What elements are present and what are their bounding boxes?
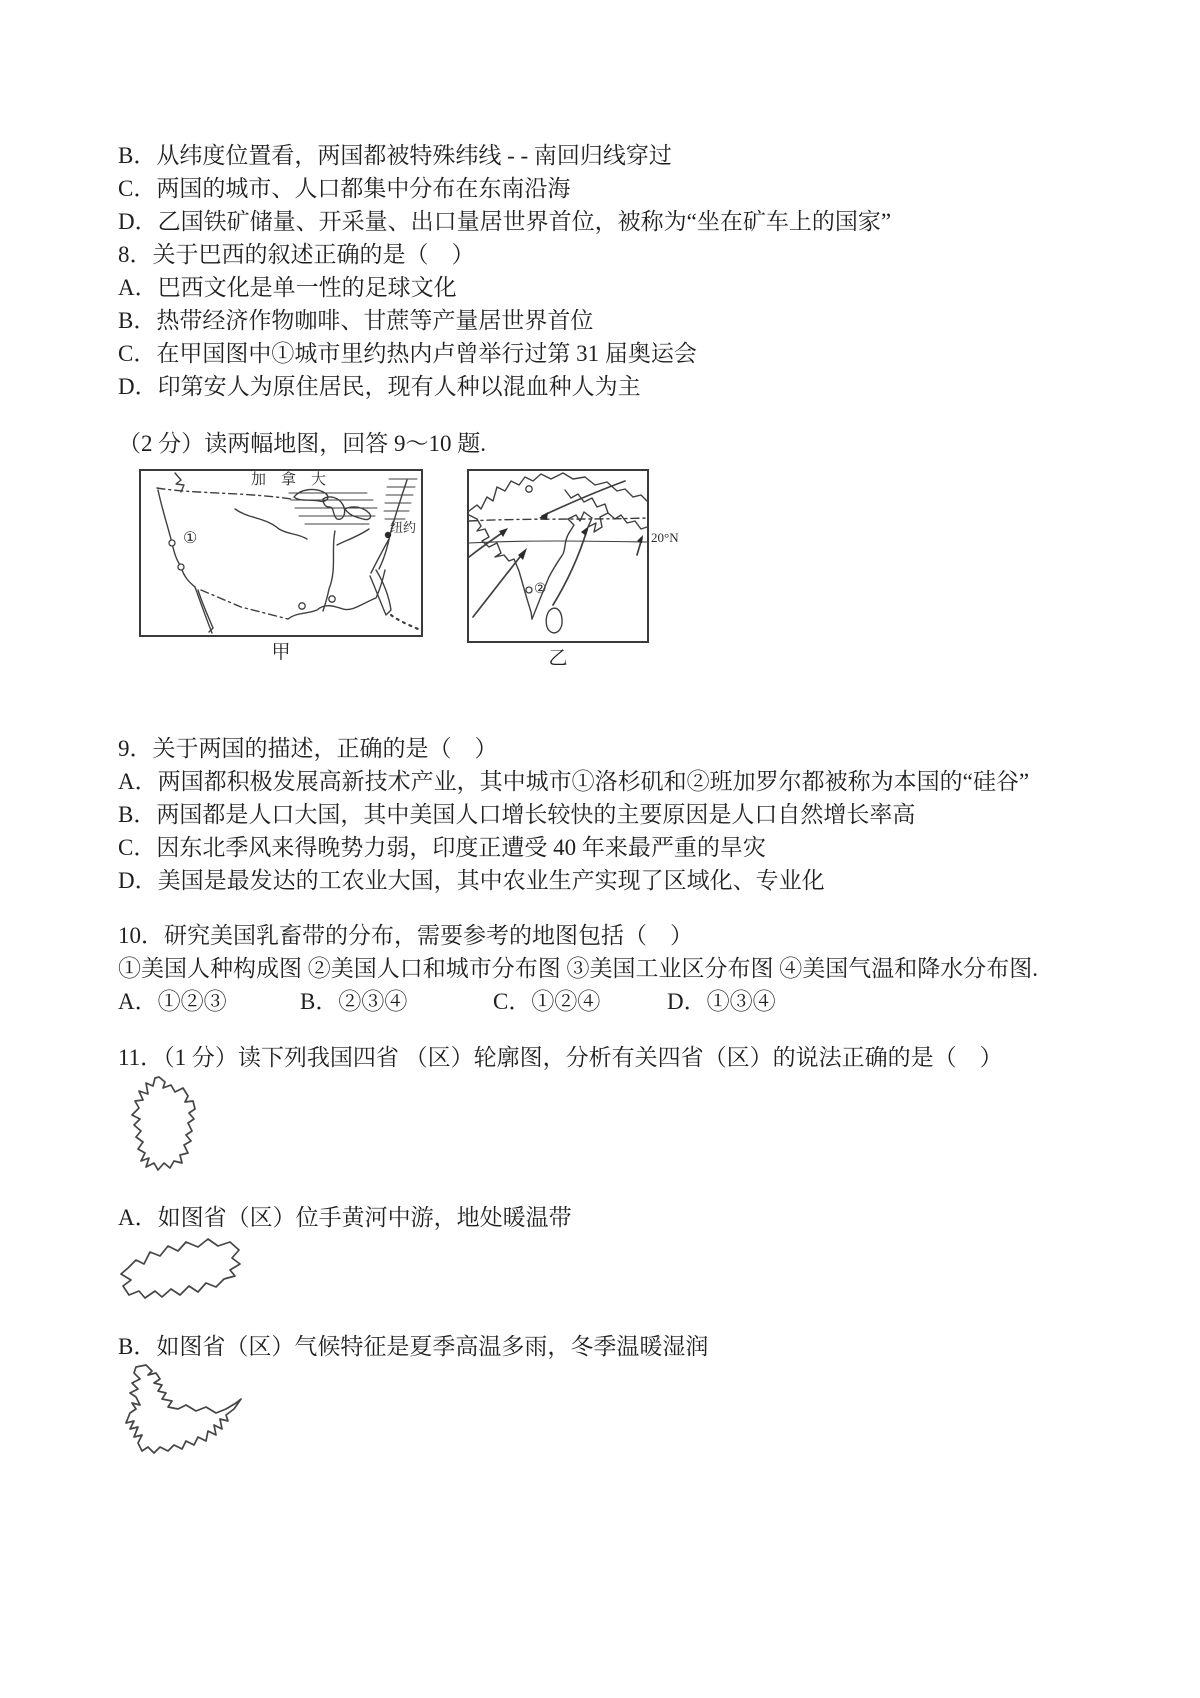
q9-option-b: B．两国都是人口大国，其中美国人口增长较快的主要原因是人口自然增长率高 [118, 802, 916, 827]
newyork-label: 纽约 [390, 520, 417, 535]
q10-sub-items: ①美国人种构成图 ②美国人口和城市分布图 ③美国工业区分布图 ④美国气温和降水分布图. [118, 956, 1038, 981]
canada-label: 加拿大 [251, 472, 342, 488]
q11-stem: 11．（1 分）读下列我国四省 （区）轮廓图，分析有关四省（区）的说法正确的是（ ） [118, 1045, 1003, 1070]
map-yi-caption: 乙 [548, 648, 568, 669]
city2-marker: ② [534, 582, 547, 597]
maps-figure [118, 469, 1082, 671]
passage-9-10: （2 分）读两幅地图，回答 9～10 题. [118, 431, 486, 456]
q8-option-b: B．热带经济作物咖啡、甘蔗等产量居世界首位 [118, 308, 594, 333]
exam-content [118, 139, 1082, 1465]
usa-map [139, 469, 423, 637]
q8-option-d: D．印第安人为原住居民，现有人种以混血种人为主 [118, 374, 641, 399]
q9-stem: 9．关于两国的描述，正确的是（ ） [118, 736, 498, 761]
q9-option-c: C．因东北季风来得晚势力弱，印度正遭受 40 年来最严重的旱灾 [118, 835, 766, 860]
q11-option-a: A．如图省（区）位手黄河中游，地处暖温带 [118, 1205, 572, 1230]
latitude-20n-label: 20°N [651, 530, 679, 545]
india-map [467, 469, 649, 643]
map-jia-caption: 甲 [271, 642, 291, 663]
province-outline-3 [122, 1363, 1082, 1465]
province-3-shape [122, 1363, 242, 1465]
map-usa-figure [139, 469, 423, 669]
province-outline-1 [125, 1074, 1082, 1176]
map-india-figure [467, 469, 679, 671]
q10-option-a: A．①②③ [118, 989, 227, 1014]
q8-option-a: A．巴西文化是单一性的足球文化 [118, 275, 457, 300]
q9-option-d: D．美国是最发达的工农业大国，其中农业生产实现了区域化、专业化 [118, 868, 825, 893]
q9-option-a: A．两国都积极发展高新技术产业，其中城市①洛杉矶和②班加罗尔都被称为本国的“硅谷” [118, 769, 1030, 794]
province-1-shape [125, 1074, 217, 1176]
q7-option-d: D．乙国铁矿储量、开采量、出口量居世界首位，被称为“坐在矿车上的国家” [118, 209, 892, 234]
q8-stem: 8．关于巴西的叙述正确的是（ ） [118, 242, 475, 267]
q10-option-c: C．①②④ [493, 989, 601, 1014]
province-2-shape [118, 1234, 246, 1306]
q7-option-b: B．从纬度位置看，两国都被特殊纬线 - - 南回归线穿过 [118, 143, 672, 168]
q8-option-c: C．在甲国图中①城市里约热内卢曾举行过第 31 届奥运会 [118, 341, 697, 366]
q10-option-d: D．①③④ [667, 989, 776, 1014]
q10-options-row [118, 985, 1082, 1018]
q10-stem: 10．研究美国乳畜带的分布，需要参考的地图包括（ ） [118, 923, 693, 948]
q11-option-b: B．如图省（区）气候特征是夏季高温多雨，冬季温暖湿润 [118, 1334, 709, 1359]
province-outline-2 [118, 1234, 1082, 1306]
city1-marker: ① [183, 530, 198, 547]
q7-option-c: C．两国的城市、人口都集中分布在东南沿海 [118, 176, 571, 201]
q10-option-b: B．②③④ [300, 989, 408, 1014]
